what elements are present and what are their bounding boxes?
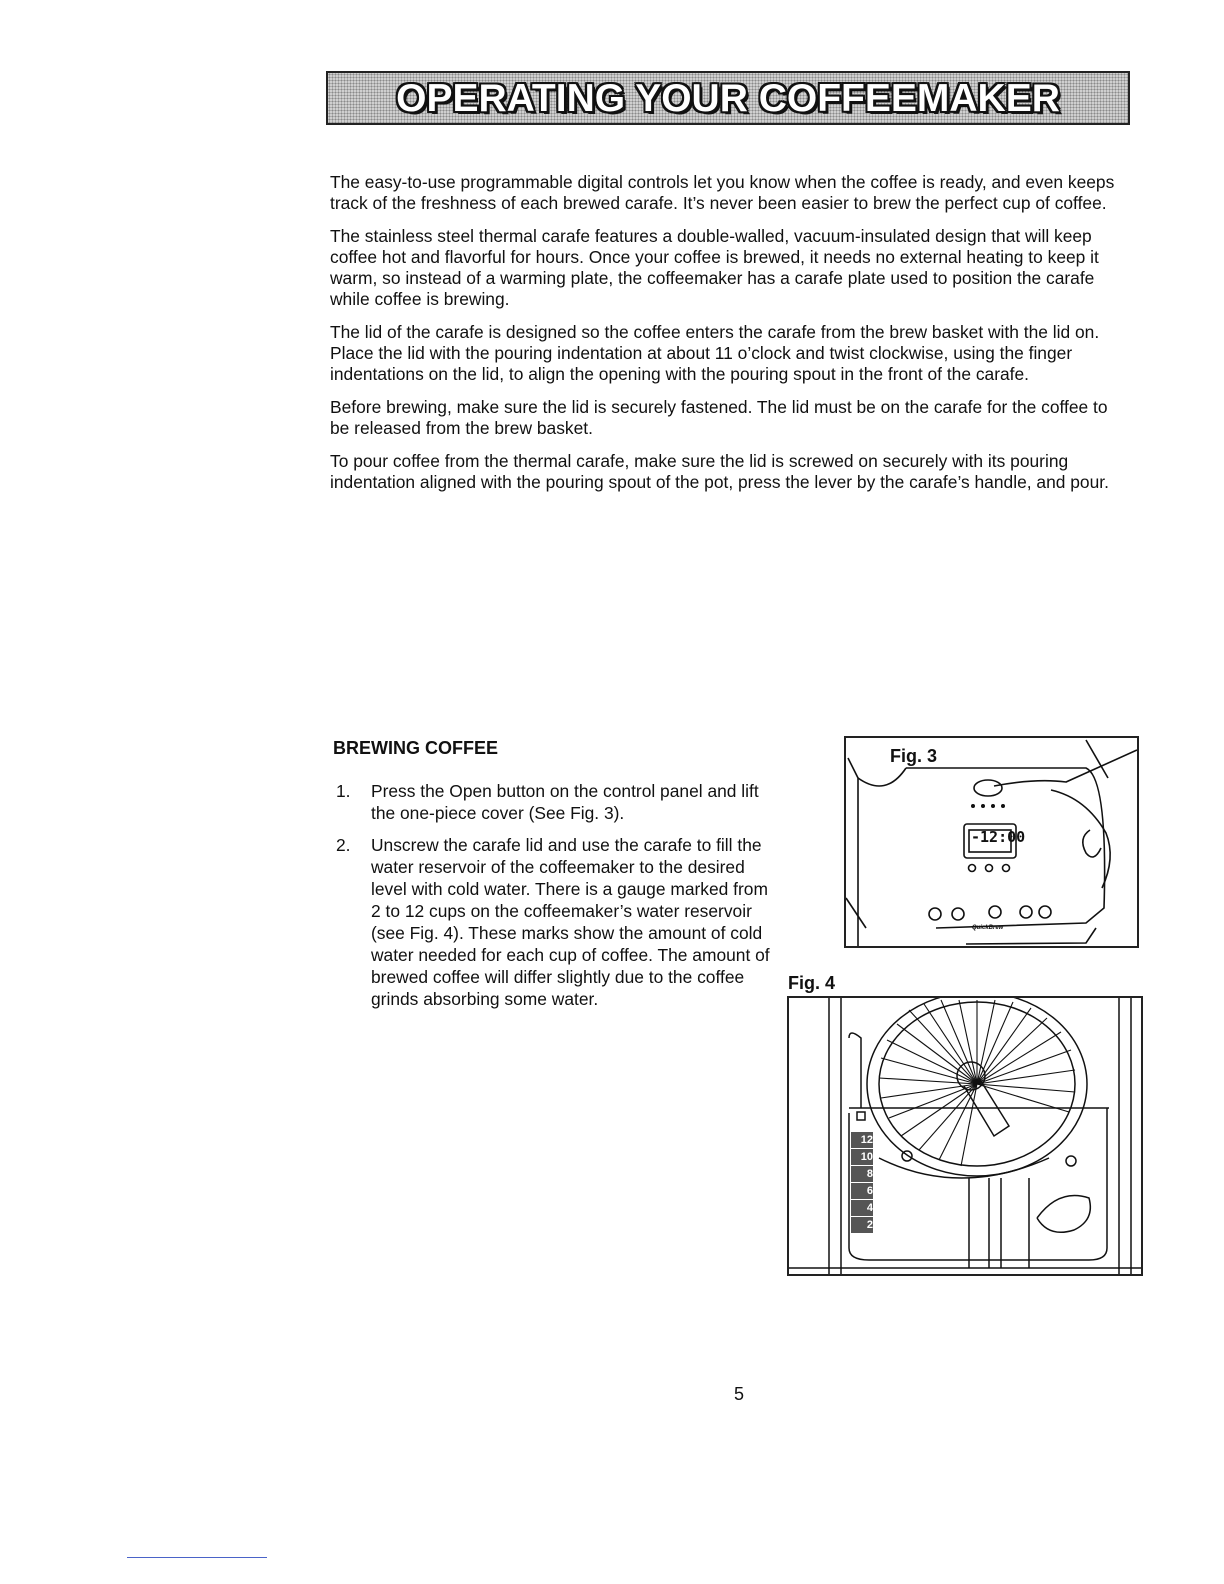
gauge-mark: 10: [851, 1149, 873, 1165]
figure-3-label: Fig. 3: [890, 746, 938, 766]
intro-section: [330, 172, 1130, 505]
page-title: OPERATING YOUR COFFEEMAKER: [396, 77, 1060, 120]
figure-4: [787, 996, 1143, 1276]
intro-paragraph: The stainless steel thermal carafe features a double-walled, vacuum-insulated design that will keep coffee hot and flavorful for hours. Once your coffee is brewed, it needs no external heating to keep it warm, so instead of a warming plate, the coffeemaker has a carafe plate used to position the carafe while coffee is brewing.: [330, 226, 1099, 309]
water-reservoir-illustration: [789, 998, 1141, 1274]
figure-4-label: Fig. 4: [788, 973, 836, 993]
intro-paragraph: The lid of the carafe is designed so the coffee enters the carafe from the brew basket with the lid on. Place the lid with the pouring indentation at about 11 o’clock and twist clockwise, using the finger indentations on the lid, to align the opening with the pouring spout in the front of the carafe.: [330, 322, 1100, 384]
intro-paragraph: The easy-to-use programmable digital controls let you know when the coffee is ready, and even keeps track of the freshness of each brewed carafe. It’s never been easier to brew the perfect cup of coffee.: [330, 172, 1115, 213]
intro-paragraph: Before brewing, make sure the lid is securely fastened. The lid must be on the carafe for the coffee to be released from the brew basket.: [330, 397, 1108, 438]
list-item: [336, 834, 776, 1010]
page-title-banner: [326, 71, 1130, 125]
gauge-mark: 2: [851, 1217, 873, 1233]
footer-divider: [127, 1557, 267, 1558]
step-text: Unscrew the carafe lid and use the carafe to fill the water reservoir of the coffeemaker to the desired level with cold water. There is a gauge marked from 2 to 12 cups on the coffeemaker’s water reservoir (see Fig. 4). These marks show the amount of cold water needed for each cup of coffee. The amount of brewed coffee will differ slightly due to the coffee grinds absorbing some water.: [371, 835, 770, 1009]
page-number: 5: [734, 1384, 745, 1404]
figure-3: [844, 736, 1139, 948]
intro-paragraph: To pour coffee from the thermal carafe, make sure the lid is screwed on securely with its pouring indentation aligned with the pouring spout of the pot, press the lever by the carafe’s handle, and pour.: [330, 451, 1109, 492]
brewing-steps: [336, 780, 776, 1020]
step-text: Press the Open button on the control panel and lift the one-piece cover (See Fig. 3).: [371, 781, 759, 823]
clock-display: -12:00: [971, 828, 1026, 846]
gauge-mark: 12: [851, 1132, 873, 1148]
step-number: 2.: [336, 835, 351, 855]
water-level-gauge: [851, 1132, 877, 1234]
brewing-heading: BREWING COFFEE: [333, 738, 498, 758]
brand-label: QuickBrew: [972, 925, 1004, 931]
gauge-mark: 4: [851, 1200, 873, 1216]
gauge-mark: 6: [851, 1183, 873, 1199]
step-number: 1.: [336, 781, 351, 801]
list-item: [336, 780, 776, 824]
gauge-mark: 8: [851, 1166, 873, 1182]
